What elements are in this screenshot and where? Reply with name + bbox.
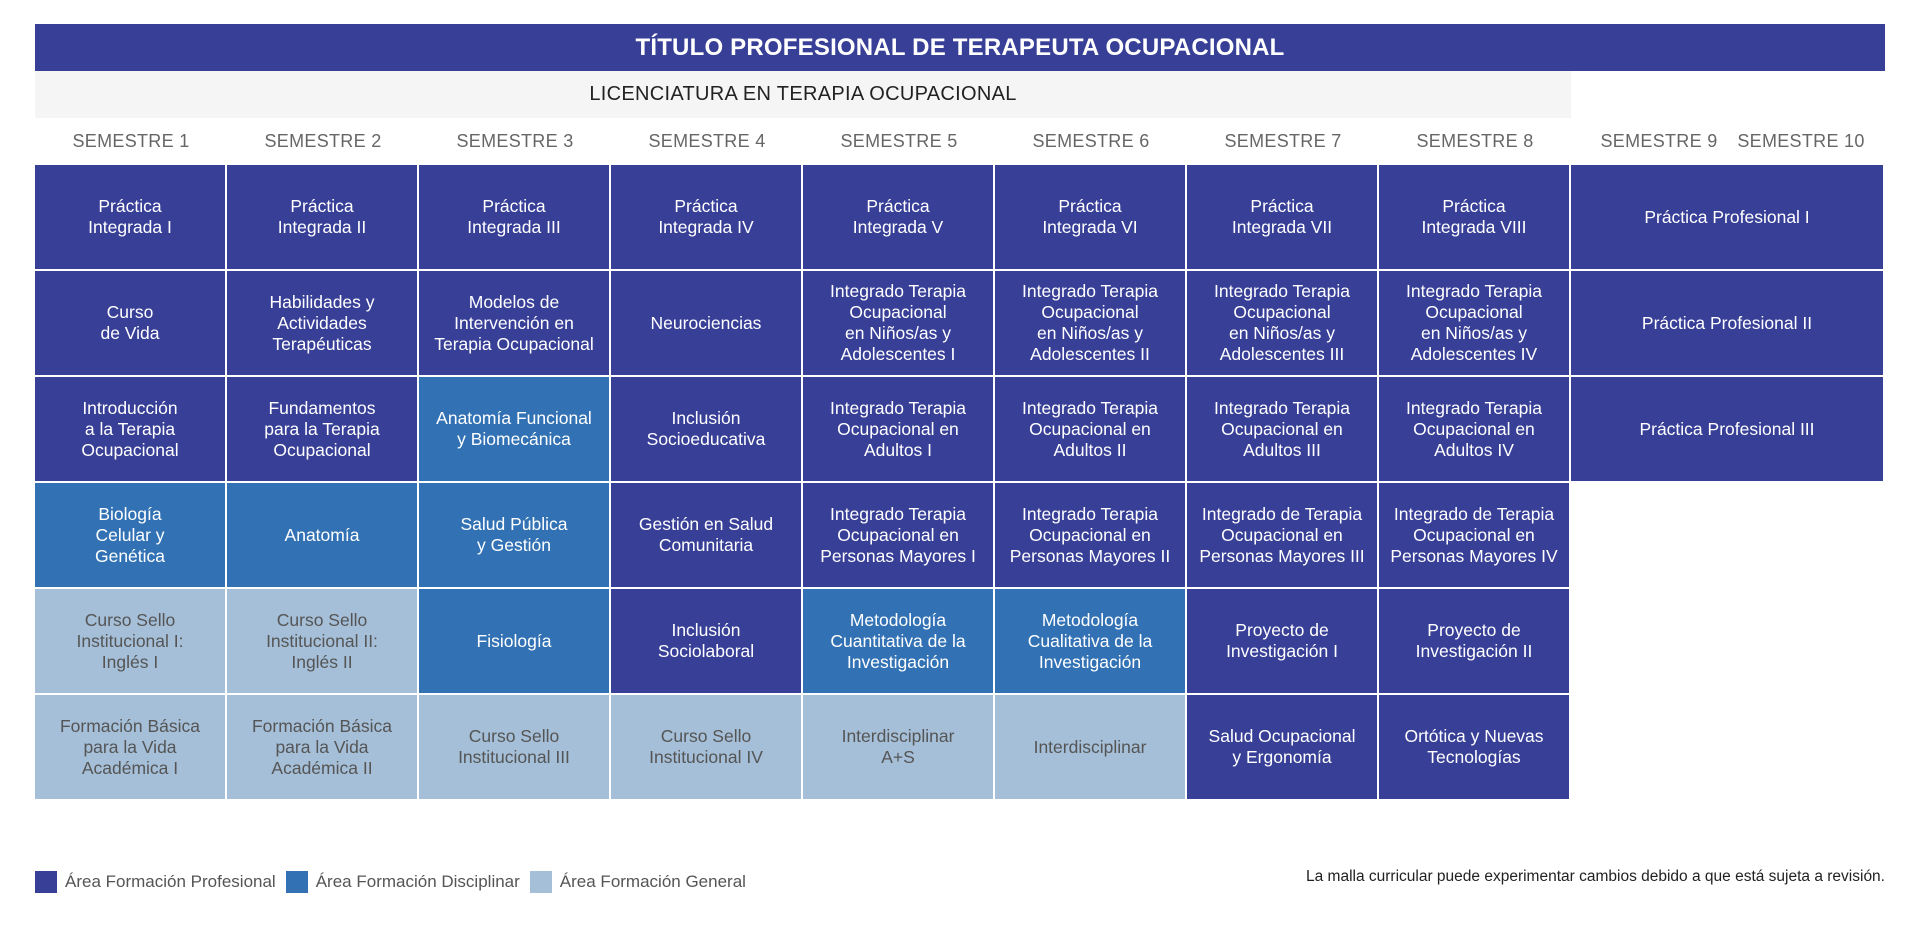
course-cell: Práctica Integrada I <box>35 165 227 271</box>
course-cell: Proyecto de Investigación I <box>1187 589 1379 695</box>
course-cell: Proyecto de Investigación II <box>1379 589 1571 695</box>
course-cell: Introducción a la Terapia Ocupacional <box>35 377 227 483</box>
course-cell: Práctica Integrada IV <box>611 165 803 271</box>
course-cell: Modelos de Intervención en Terapia Ocupacional <box>419 271 611 377</box>
course-cell: Curso Sello Institucional IV <box>611 695 803 801</box>
revision-note: La malla curricular puede experimentar cambios debido a que está sujeta a revisión. <box>1306 868 1885 885</box>
legend-label: Área Formación Profesional <box>65 872 276 891</box>
course-cell: Inclusión Sociolaboral <box>611 589 803 695</box>
legend <box>35 867 756 897</box>
course-cell: Integrado de Terapia Ocupacional en Personas Mayores III <box>1187 483 1379 589</box>
course-cell: Práctica Integrada VIII <box>1379 165 1571 271</box>
semester-label: SEMESTRE 8 <box>1416 130 1534 151</box>
semester-header-row <box>35 120 1885 162</box>
course-cell: Metodología Cuantitativa de la Investigación <box>803 589 995 695</box>
course-cell: Fundamentos para la Terapia Ocupacional <box>227 377 419 483</box>
course-cell: Integrado Terapia Ocupacional en Niños/as y Adolescentes II <box>995 271 1187 377</box>
course-cell: Integrado Terapia Ocupacional en Niños/as y Adolescentes I <box>803 271 995 377</box>
semester-label: SEMESTRE 4 <box>648 130 766 151</box>
legend-swatch-profesional <box>35 871 57 893</box>
course-cell: Práctica Integrada V <box>803 165 995 271</box>
legend-item <box>35 871 276 893</box>
course-cell: Integrado Terapia Ocupacional en Personas Mayores II <box>995 483 1187 589</box>
course-cell: Anatomía Funcional y Biomecánica <box>419 377 611 483</box>
course-cell: Salud Pública y Gestión <box>419 483 611 589</box>
program-title: TÍTULO PROFESIONAL DE TERAPEUTA OCUPACIONAL <box>35 24 1885 71</box>
practica-profesional-cell: Práctica Profesional I <box>1571 165 1885 271</box>
course-cell: Habilidades y Actividades Terapéuticas <box>227 271 419 377</box>
course-cell: Integrado de Terapia Ocupacional en Personas Mayores IV <box>1379 483 1571 589</box>
semester-label: SEMESTRE 5 <box>840 130 958 151</box>
course-cell: Práctica Integrada VI <box>995 165 1187 271</box>
semester-label: SEMESTRE 1 <box>72 130 190 151</box>
course-cell: Integrado Terapia Ocupacional en Adultos I <box>803 377 995 483</box>
legend-label: Área Formación Disciplinar <box>315 872 520 891</box>
course-cell: Práctica Integrada III <box>419 165 611 271</box>
course-cell: Integrado Terapia Ocupacional en Niños/as y Adolescentes III <box>1187 271 1379 377</box>
course-cell: Integrado Terapia Ocupacional en Personas Mayores I <box>803 483 995 589</box>
practica-profesional-cell: Práctica Profesional II <box>1571 271 1885 377</box>
course-cell: Inclusión Socioeducativa <box>611 377 803 483</box>
course-cell: Formación Básica para la Vida Académica I <box>35 695 227 801</box>
semester-label: SEMESTRE 6 <box>1032 130 1150 151</box>
course-cell: Salud Ocupacional y Ergonomía <box>1187 695 1379 801</box>
semester-label: SEMESTRE 7 <box>1224 130 1342 151</box>
course-cell: Ortótica y Nuevas Tecnologías <box>1379 695 1571 801</box>
course-cell: Integrado Terapia Ocupacional en Adultos III <box>1187 377 1379 483</box>
course-cell: Fisiología <box>419 589 611 695</box>
semester-label: SEMESTRE 2 <box>264 130 382 151</box>
course-cell: Curso Sello Institucional I: Inglés I <box>35 589 227 695</box>
degree-subtitle: LICENCIATURA EN TERAPIA OCUPACIONAL <box>35 71 1571 118</box>
course-cell: Curso Sello Institucional II: Inglés II <box>227 589 419 695</box>
course-cell: Interdisciplinar A+S <box>803 695 995 801</box>
course-cell: Formación Básica para la Vida Académica II <box>227 695 419 801</box>
legend-swatch-disciplinar <box>286 871 308 893</box>
semester-label: SEMESTRE 9 <box>1600 130 1718 151</box>
course-cell: Integrado Terapia Ocupacional en Adultos II <box>995 377 1187 483</box>
legend-label: Área Formación General <box>559 872 746 891</box>
course-cell: Interdisciplinar <box>995 695 1187 801</box>
course-cell: Práctica Integrada II <box>227 165 419 271</box>
legend-swatch-general <box>530 871 552 893</box>
practica-profesional-cell: Práctica Profesional III <box>1571 377 1885 483</box>
legend-item <box>286 871 520 893</box>
course-cell: Curso Sello Institucional III <box>419 695 611 801</box>
legend-item <box>530 871 746 893</box>
course-cell: Anatomía <box>227 483 419 589</box>
semester-label: SEMESTRE 10 <box>1737 130 1865 151</box>
semester-label: SEMESTRE 3 <box>456 130 574 151</box>
course-cell: Metodología Cualitativa de la Investigación <box>995 589 1187 695</box>
course-cell: Biología Celular y Genética <box>35 483 227 589</box>
course-cell: Gestión en Salud Comunitaria <box>611 483 803 589</box>
course-cell: Neurociencias <box>611 271 803 377</box>
course-cell: Integrado Terapia Ocupacional en Adultos IV <box>1379 377 1571 483</box>
curriculum-grid <box>35 165 1885 801</box>
course-cell: Práctica Integrada VII <box>1187 165 1379 271</box>
course-cell: Curso de Vida <box>35 271 227 377</box>
course-cell: Integrado Terapia Ocupacional en Niños/as y Adolescentes IV <box>1379 271 1571 377</box>
